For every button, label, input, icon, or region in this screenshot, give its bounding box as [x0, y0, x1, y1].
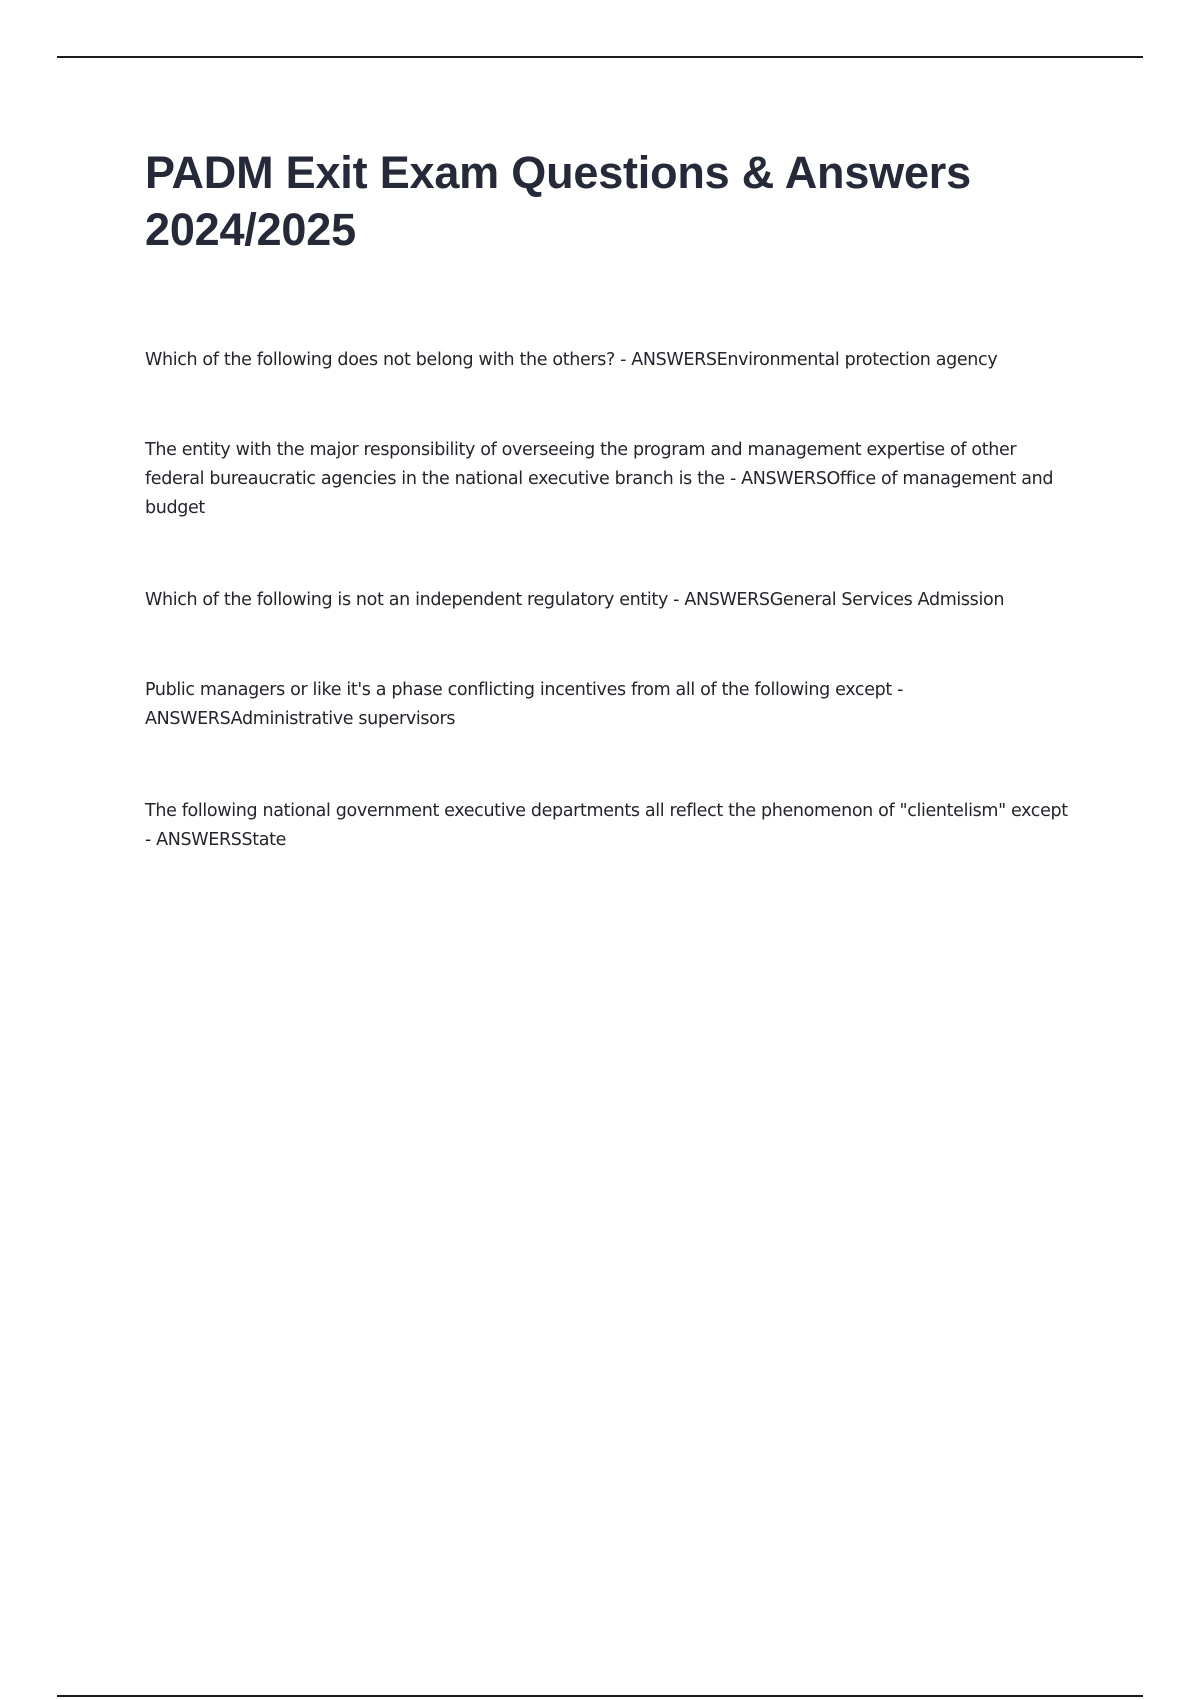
qa-item: Public managers or like it's a phase conflicting incentives from all of the following except - ANSWERSAdministrative supervisors	[145, 680, 904, 729]
qa-item: Which of the following does not belong with the others? - ANSWERSEnvironmental protection agency	[145, 350, 998, 370]
document-title: PADM Exit Exam Questions & Answers 2024/2025	[145, 147, 971, 255]
qa-item: The entity with the major responsibility of overseeing the program and management expertise of other federal bureaucratic agencies in the national executive branch is the - ANSWERSOffice of management and budget	[145, 440, 1054, 518]
bottom-divider	[57, 1695, 1143, 1697]
qa-item: The following national government executive departments all reflect the phenomenon of "clientelism" except - ANSWERSState	[145, 801, 1068, 850]
top-divider	[57, 56, 1143, 58]
qa-item: Which of the following is not an independent regulatory entity - ANSWERSGeneral Services Admission	[145, 590, 1005, 610]
